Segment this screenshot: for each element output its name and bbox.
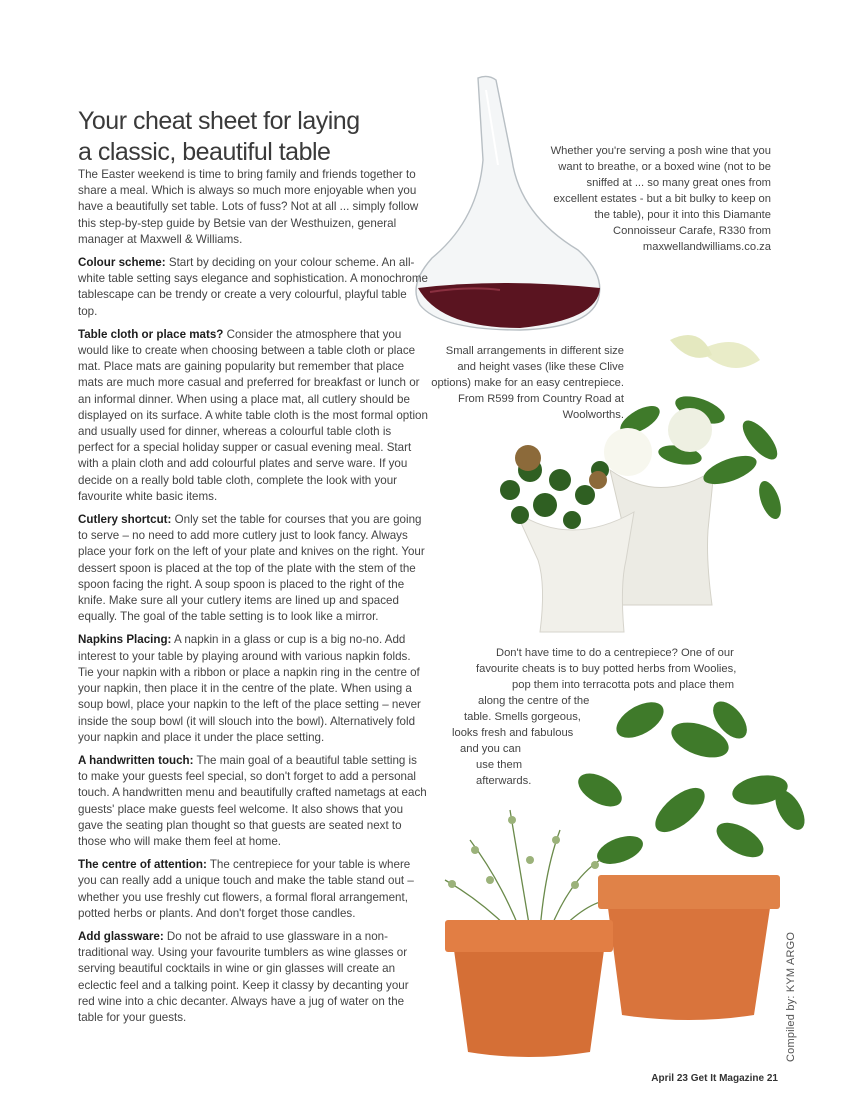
intro-paragraph: The Easter weekend is time to bring family and friends together to share a meal. Which is always so much more enjoyable when you have a beautifully set table. Lots of fuss? Not at all ... simply follow this step-by-step guide by Betsie van der Westhuizen, general manager at Maxwell & Williams. [78,168,419,246]
carafe-caption: Whether you're serving a posh wine that you want to breathe, or a boxed wine (not to be sniffed at ... so many great ones from excellent estates - but a bit bulky to keep on the table), pour it into this Diamante Connoisseur Carafe, R330 from maxwellandwilliams.co.za [550,145,771,253]
herbs-caption [448,645,778,789]
vases-caption: Small arrangements in different size and height vases (like these Clive options) make for an easy centrepiece. From R599 from Country Road at Woolworths. [431,345,624,421]
herbs-caption-line: use them [476,759,523,771]
herbs-caption-line: table. Smells gorgeous, [464,711,581,723]
section-heading: Napkins Placing: [78,633,172,647]
herbs-caption-line: afterwards. [476,775,532,787]
page-title [78,106,418,168]
section-heading: Add glassware: [78,929,164,943]
section-heading: A handwritten touch: [78,753,194,767]
section-glassware [78,929,428,1026]
herbs-caption-line: looks fresh and fabulous [452,727,574,739]
section-heading: Colour scheme: [78,256,166,270]
section-text: A napkin in a glass or cup is a big no-no. Add interest to your table by playing around with various napkin folds. Tie your napkin with a ribbon or place a napkin ring in the centre of your napkin, then place it in the centre of the plate. When using a soup bowl, place your napkin to the left of the place setting – never inside the soup bowl (it will slouch into the bowl). Alternatively fold your napkin and place it under the place setting. [78,633,421,744]
page-footer: April 23 Get It Magazine 21 [651,1073,778,1084]
section-handwritten [78,753,428,850]
section-table-cloth [78,327,428,505]
section-text: Consider the atmosphere that you would like to create when choosing between a table cloth or place mat. Place mats are gaining popularity but remember that place mats are much more casual and preferred for breakfast or lunch or an informal dinner. When using a place mat, all cutlery should be displayed on its surface. A white table cloth is the most formal option and usually used for dinner, whereas a colourful table cloth is perfect for a special holiday supper or casual evening meal. Start with a plain cloth and add colourful plates and serve ware. If you decide on a really bold table cloth, complete the look with your favourite white basic items. [78,327,428,503]
herbs-caption-line: pop them into terracotta pots and place them [512,679,735,691]
section-text: Start by deciding on your colour scheme. An all-white table setting says elegance and sophistication. A monochrome tablescape can be trendy or create a very colourful, playful table top. [78,256,428,318]
section-text: The centrepiece for your table is where you can really add a unique touch and make the table stand out – whether you use freshly cut flowers, a formal floral arrangement, potted herbs or plants. And don't forget those candles. [78,858,414,920]
title-line-1: Your cheat sheet for laying [78,107,360,135]
herbs-caption-line: and you can [460,743,521,755]
section-text: The main goal of a beautiful table setting is to make your guests feel special, so don't forget to add a personal touch. A handwritten menu and beautifully crafted nametags at each guests' place make guests feel welcome. It also shows that you gave the seating plan thought so that guests are seated next to those who will make them feel at home. [78,753,427,848]
herbs-caption-line: favourite cheats is to buy potted herbs from Woolies, [476,663,737,675]
herbs-caption-line: Don't have time to do a centrepiece? One of our [496,647,734,659]
section-centre-attention [78,857,428,922]
section-cutlery [78,512,428,625]
section-text: Only set the table for courses that you are going to serve – no need to add more cutlery just to look fancy. Always place your fork on the left of your plate and knives on the right. Your dessert spoon is placed at the top of the plate with the stem of the spoon facing the right. A soup spoon is placed to the right of the knife. Make sure all your cutlery items are lined up and spaced equally. The goal of the table setting is to look like a mirror. [78,513,425,624]
section-text: Do not be afraid to use glassware in a non-traditional way. Using your favourite tumblers as wine glasses or serving beautiful cocktails in wine or gin glasses will create an eclectic feel and a talking point. Keep it classy by decanting your red wine into a chic decanter. Always have a jug of water on the table for your guests. [78,929,409,1024]
section-colour-scheme [78,255,428,320]
herbs-caption-line: along the centre of the [478,695,590,707]
section-heading: Table cloth or place mats? [78,327,224,341]
section-heading: Cutlery shortcut: [78,513,172,527]
article-body [78,167,428,1033]
title-line-2: a classic, beautiful table [78,138,331,166]
photo-credit: Compiled by: KYM ARGO [785,931,797,1062]
section-napkins [78,632,428,745]
section-heading: The centre of attention: [78,858,207,872]
